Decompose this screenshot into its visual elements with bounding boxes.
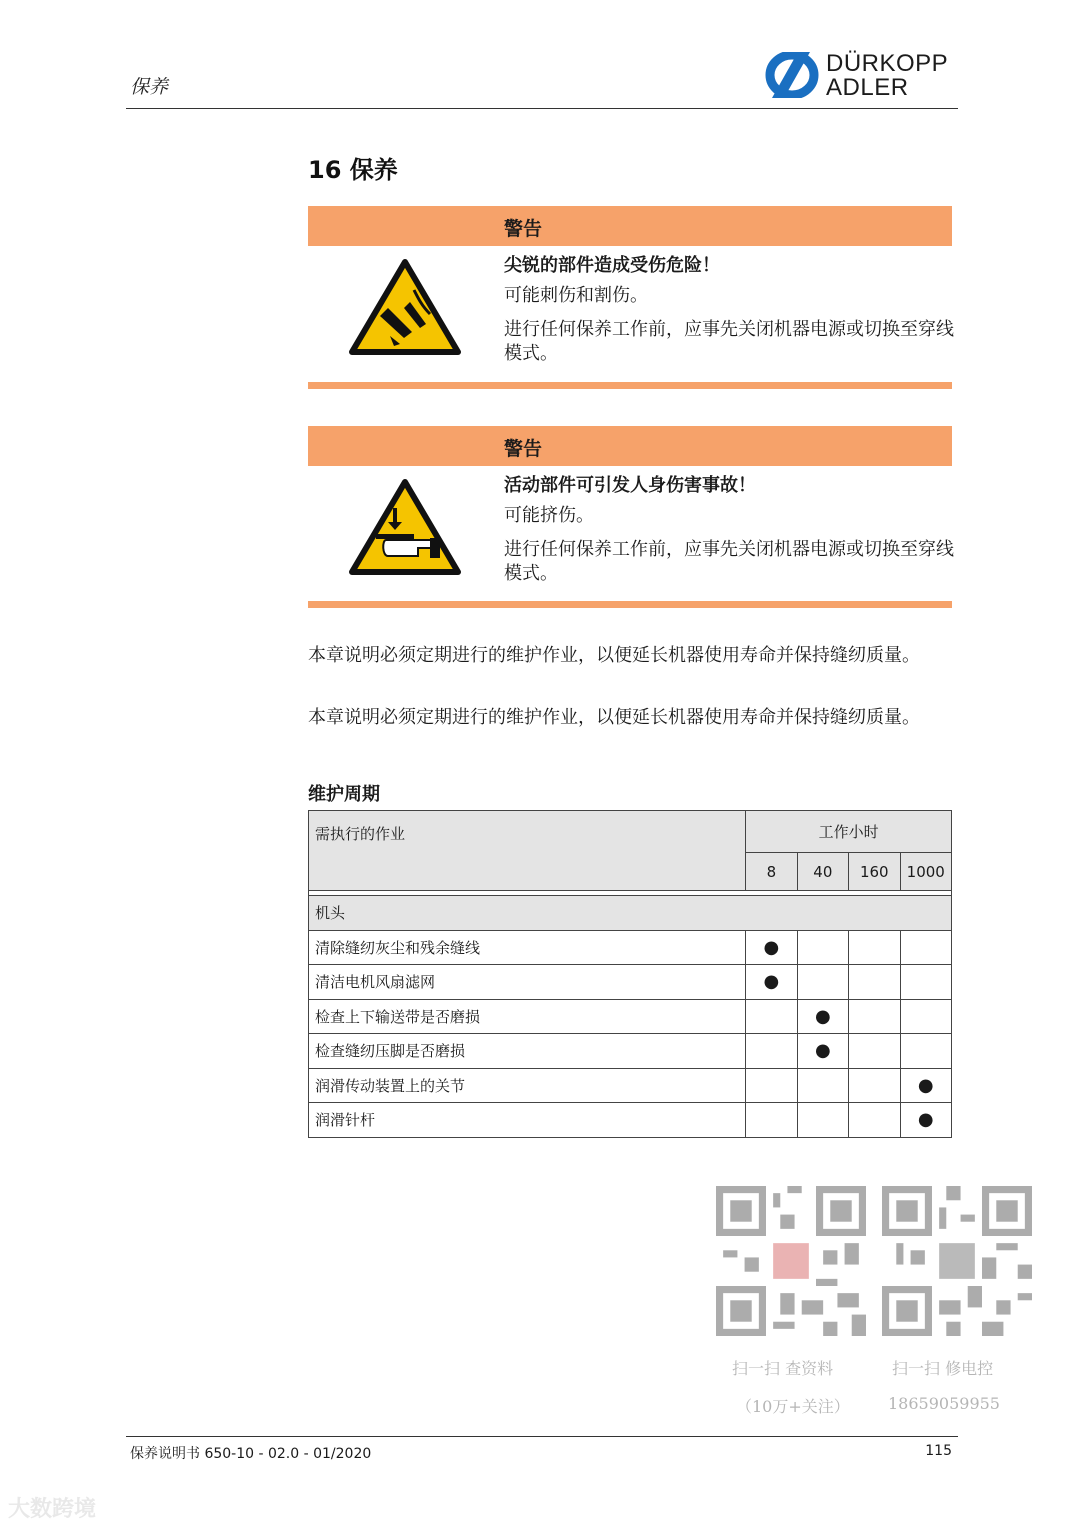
interval-mark: [797, 965, 848, 1000]
document-reference: 保养说明书 650-10 - 02.0 - 01/2020: [130, 1446, 372, 1462]
warning-bottom-band: [308, 601, 952, 608]
interval-mark: [746, 1068, 797, 1103]
interval-mark: [900, 965, 952, 1000]
crush-hazard-warning-icon: [348, 478, 462, 576]
warning-text: [504, 474, 954, 586]
warning-box-moving-parts: [308, 426, 952, 610]
task-cell: 清除缝纫灰尘和残余缝线: [309, 930, 746, 965]
qr-code-icon: [716, 1186, 866, 1336]
table-row: [309, 999, 952, 1034]
interval-mark: ●: [797, 999, 848, 1034]
hours-1000-header: 1000: [900, 853, 952, 891]
interval-mark: [746, 1103, 797, 1138]
interval-mark: [746, 1034, 797, 1069]
group-row: [309, 896, 952, 931]
table-row: [309, 1068, 952, 1103]
task-cell: 润滑传动装置上的关节: [309, 1068, 746, 1103]
table-row: [309, 965, 952, 1000]
interval-mark: ●: [900, 1103, 952, 1138]
warning-instruction: 进行任何保养工作前，应事先关闭机器电源或切换至穿线模式。: [504, 319, 954, 364]
hours-40-header: 40: [797, 853, 848, 891]
interval-mark: [746, 999, 797, 1034]
interval-mark: ●: [900, 1068, 952, 1103]
table-row: [309, 930, 952, 965]
header-divider: [126, 108, 958, 109]
table-row: [309, 1103, 952, 1138]
page-number: 115: [925, 1443, 952, 1459]
interval-mark: [849, 1034, 900, 1069]
table-row: [309, 1034, 952, 1069]
interval-mark: [849, 930, 900, 965]
interval-mark: ●: [797, 1034, 848, 1069]
qr-caption: 扫一扫 查资料: [732, 1359, 834, 1378]
brand-name-line1: DÜRKOPP: [826, 50, 949, 77]
interval-mark: [849, 1103, 900, 1138]
interval-mark: ●: [746, 930, 797, 965]
intro-paragraph: 本章说明必须定期进行的维护作业，以便延长机器使用寿命并保持缝纫质量。: [308, 707, 920, 728]
chapter-title: 16 保养: [308, 156, 398, 184]
intro-paragraph: 本章说明必须定期进行的维护作业，以便延长机器使用寿命并保持缝纫质量。: [308, 645, 920, 666]
warning-label: 警告: [504, 438, 543, 460]
table-header-row: [309, 811, 952, 853]
hours-8-header: 8: [746, 853, 797, 891]
warning-text: [504, 254, 954, 366]
task-cell: 检查缝纫压脚是否磨损: [309, 1034, 746, 1069]
maintenance-heading: 维护周期: [308, 784, 380, 805]
watermark: 大数跨境: [8, 1497, 97, 1522]
brand-name-line2: ADLER: [826, 74, 909, 101]
warning-label: 警告: [504, 218, 543, 240]
warning-instruction: 进行任何保养工作前，应事先关闭机器电源或切换至穿线模式。: [504, 539, 954, 584]
hours-160-header: 160: [849, 853, 900, 891]
qr-code-icon: [882, 1186, 1032, 1336]
interval-mark: [797, 930, 848, 965]
group-label: 机头: [309, 896, 952, 931]
running-header: 保养: [130, 76, 169, 98]
warning-title: 尖锐的部件造成受伤危险！: [504, 255, 720, 276]
qr-caption: （10万+关注）: [736, 1397, 850, 1416]
warning-consequence: 可能挤伤。: [504, 505, 594, 526]
warning-title: 活动部件可引发人身伤害事故！: [504, 475, 756, 496]
interval-mark: [849, 965, 900, 1000]
interval-mark: ●: [746, 965, 797, 1000]
brand-logo-icon: [762, 52, 822, 98]
interval-mark: [900, 930, 952, 965]
warning-box-sharp-parts: [308, 206, 952, 391]
hours-column-header: 工作小时: [746, 811, 952, 853]
qr-caption: 18659059955: [888, 1394, 1000, 1413]
maintenance-table: [308, 810, 952, 1138]
task-cell: 润滑针杆: [309, 1103, 746, 1138]
task-cell: 检查上下输送带是否磨损: [309, 999, 746, 1034]
qr-caption: 扫一扫 修电控: [892, 1359, 994, 1378]
interval-mark: [900, 1034, 952, 1069]
task-column-header: 需执行的作业: [309, 811, 746, 891]
interval-mark: [797, 1068, 848, 1103]
warning-bottom-band: [308, 382, 952, 389]
warning-consequence: 可能刺伤和割伤。: [504, 285, 648, 306]
task-cell: 清洁电机风扇滤网: [309, 965, 746, 1000]
sharp-parts-warning-icon: [348, 258, 462, 356]
interval-mark: [849, 1068, 900, 1103]
interval-mark: [797, 1103, 848, 1138]
qr-code-block: [716, 1186, 1032, 1416]
warning-header-band: [308, 206, 952, 246]
interval-mark: [849, 999, 900, 1034]
brand-logo: [762, 50, 962, 100]
footer-divider: [126, 1436, 958, 1437]
interval-mark: [900, 999, 952, 1034]
warning-header-band: [308, 426, 952, 466]
